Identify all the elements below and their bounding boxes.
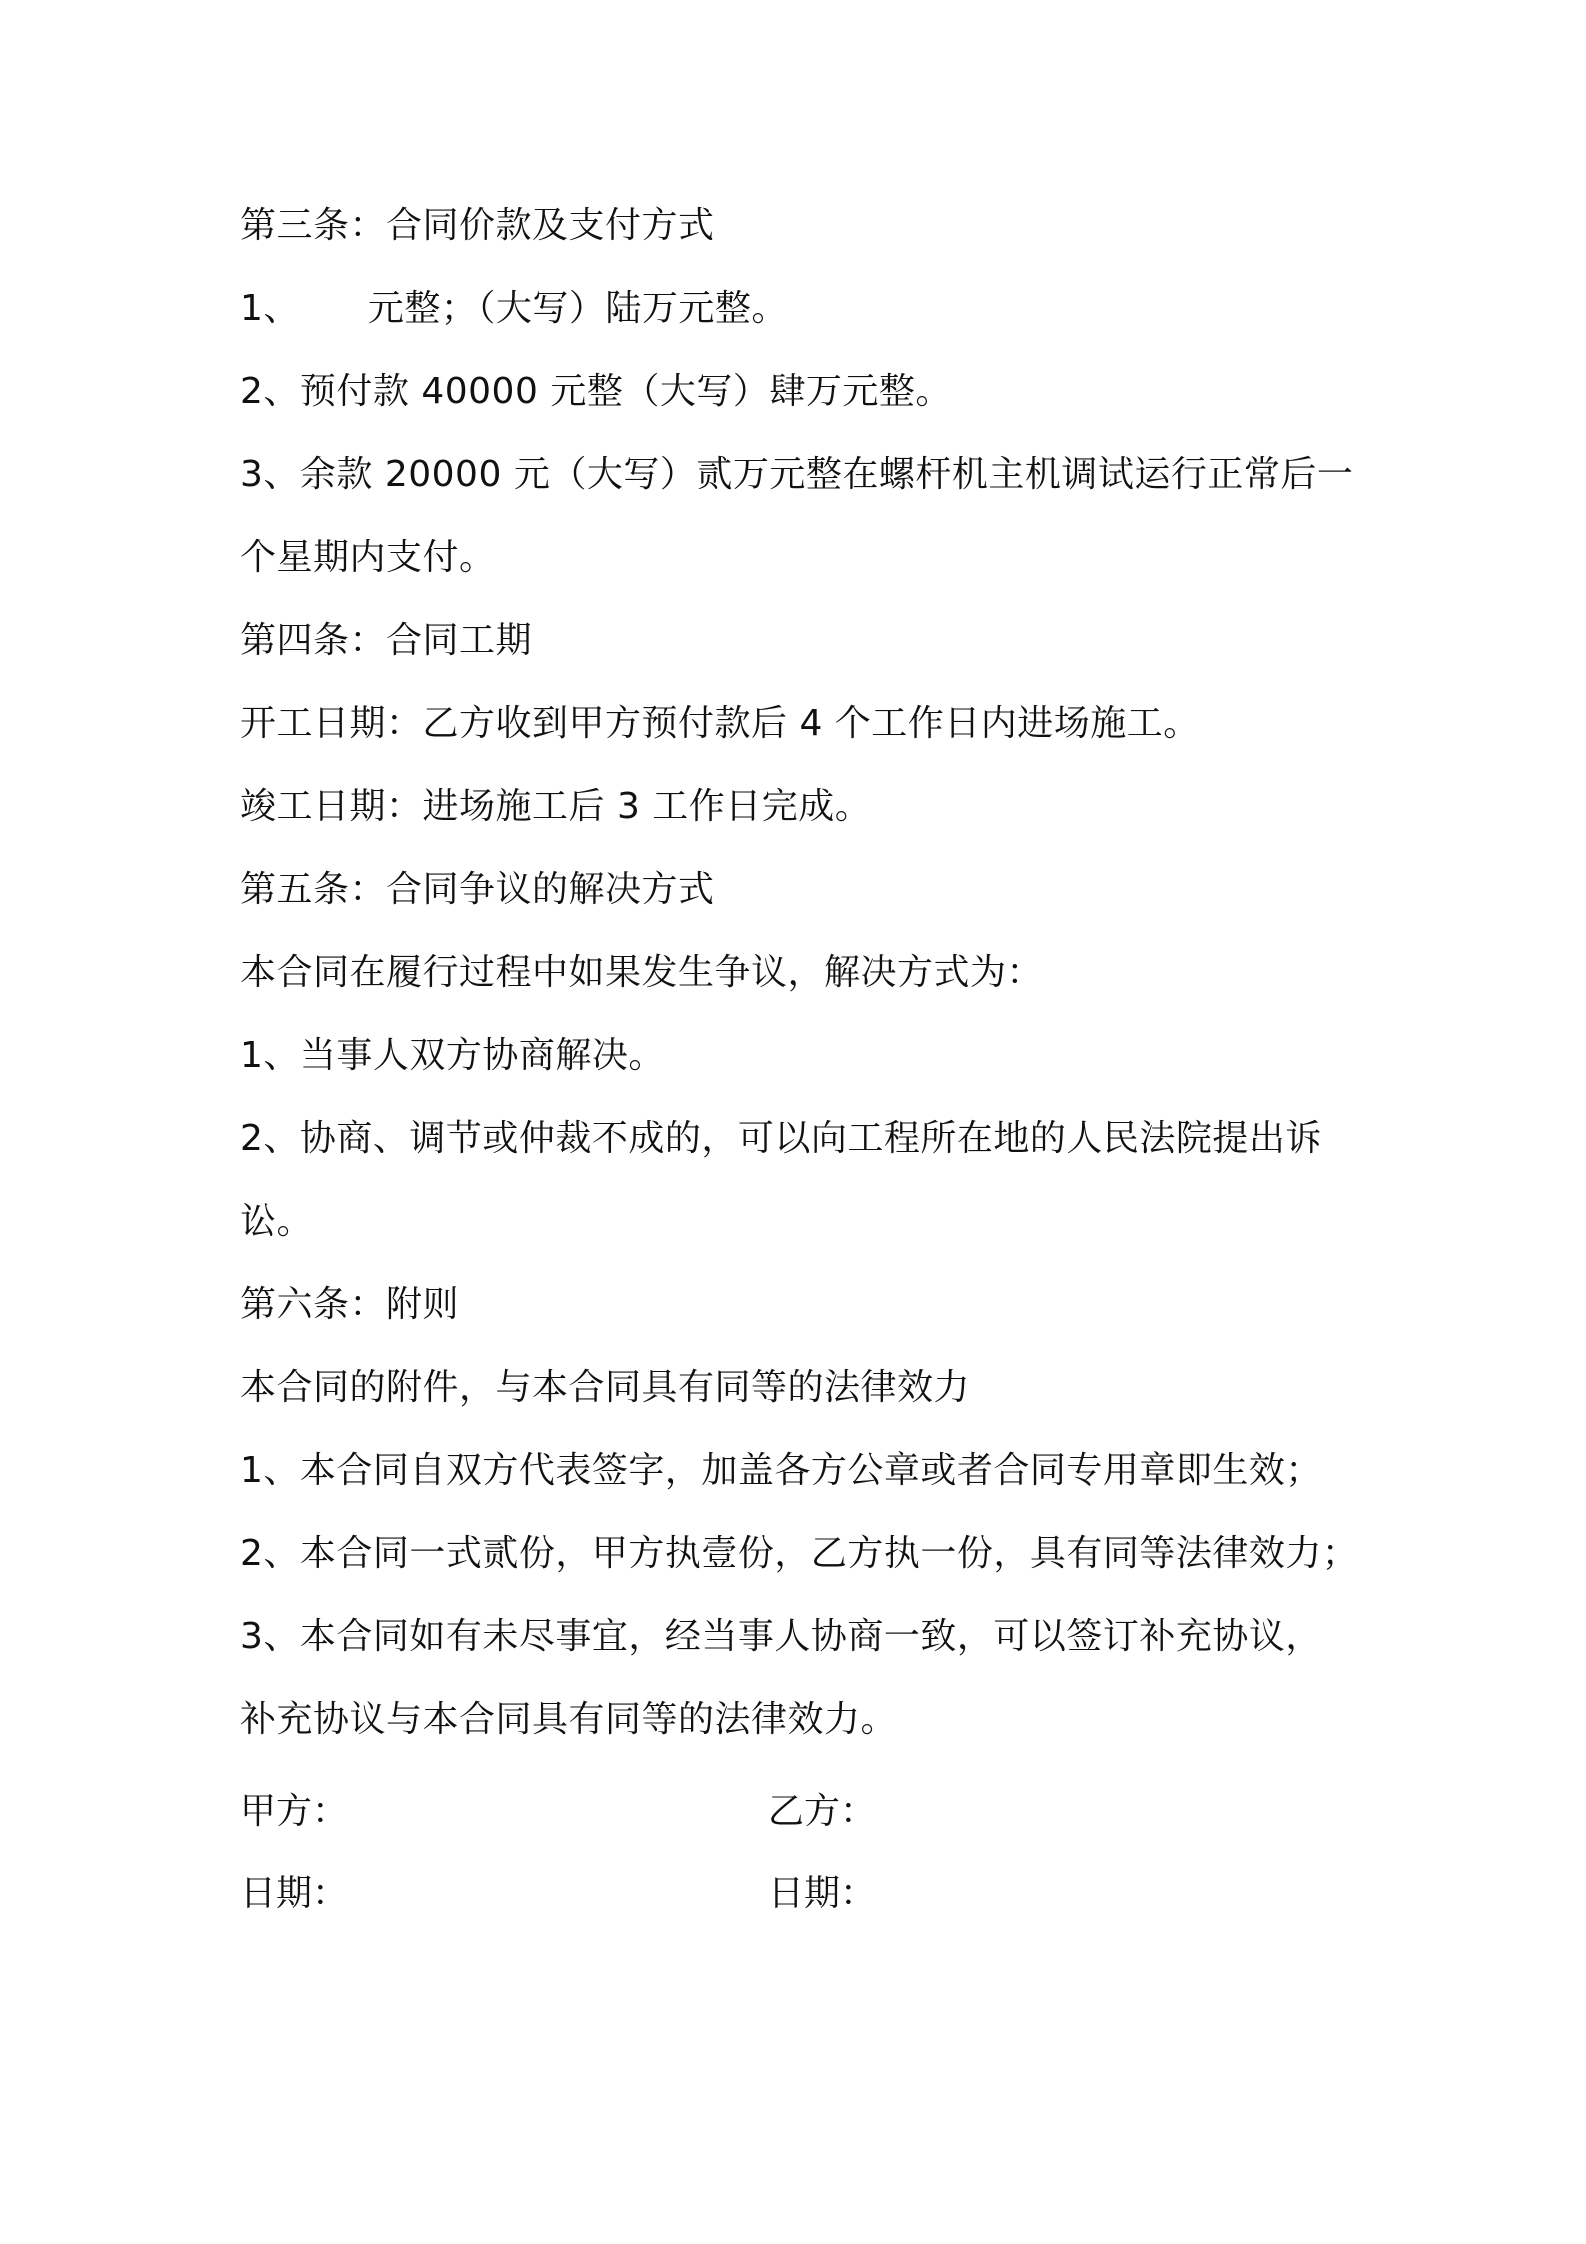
date-b-label: 日期： — [768, 1873, 877, 1914]
party-b-label: 乙方： — [768, 1791, 877, 1832]
supplementary-item-3: 3、本合同如有未尽事宜，经当事人协商一致，可以签订补充协议， — [240, 1616, 1322, 1657]
article-3-heading: 第三条：合同价款及支付方式 — [240, 205, 715, 246]
supplementary-item-2: 2、本合同一式贰份，甲方执壹份，乙方执一份，具有同等法律效力； — [240, 1533, 1359, 1574]
completion-date-clause: 竣工日期：进场施工后 3 工作日完成。 — [240, 786, 872, 827]
start-date-clause: 开工日期：乙方收到甲方预付款后 4 个工作日内进场施工。 — [240, 703, 1200, 744]
dispute-item-2-continued: 讼。 — [240, 1201, 314, 1242]
article-6-heading: 第六条：附则 — [240, 1284, 460, 1325]
article-4-heading: 第四条：合同工期 — [240, 620, 533, 661]
appendix-clause: 本合同的附件，与本合同具有同等的法律效力 — [240, 1367, 971, 1408]
payment-item-3: 3、余款 20000 元（大写）贰万元整在螺杆机主机调试运行正常后一 — [240, 454, 1354, 495]
article-5-heading: 第五条：合同争议的解决方式 — [240, 869, 715, 910]
dispute-intro: 本合同在履行过程中如果发生争议，解决方式为： — [240, 952, 1044, 993]
supplementary-item-3-continued: 补充协议与本合同具有同等的法律效力。 — [240, 1699, 898, 1740]
party-a-label: 甲方： — [240, 1791, 349, 1832]
date-a-label: 日期： — [240, 1873, 349, 1914]
payment-item-1-text: 元整；（大写）陆万元整。 — [367, 288, 788, 329]
dispute-item-2: 2、协商、调节或仲裁不成的，可以向工程所在地的人民法院提出诉 — [240, 1118, 1322, 1159]
payment-item-2: 2、预付款 40000 元整（大写）肆万元整。 — [240, 371, 952, 412]
dispute-item-1: 1、当事人双方协商解决。 — [240, 1035, 665, 1076]
payment-item-3-continued: 个星期内支付。 — [240, 537, 496, 578]
payment-item-1-number: 1、 — [240, 288, 300, 329]
supplementary-item-1: 1、本合同自双方代表签字，加盖各方公章或者合同专用章即生效； — [240, 1450, 1322, 1491]
payment-item-1 — [240, 285, 788, 333]
